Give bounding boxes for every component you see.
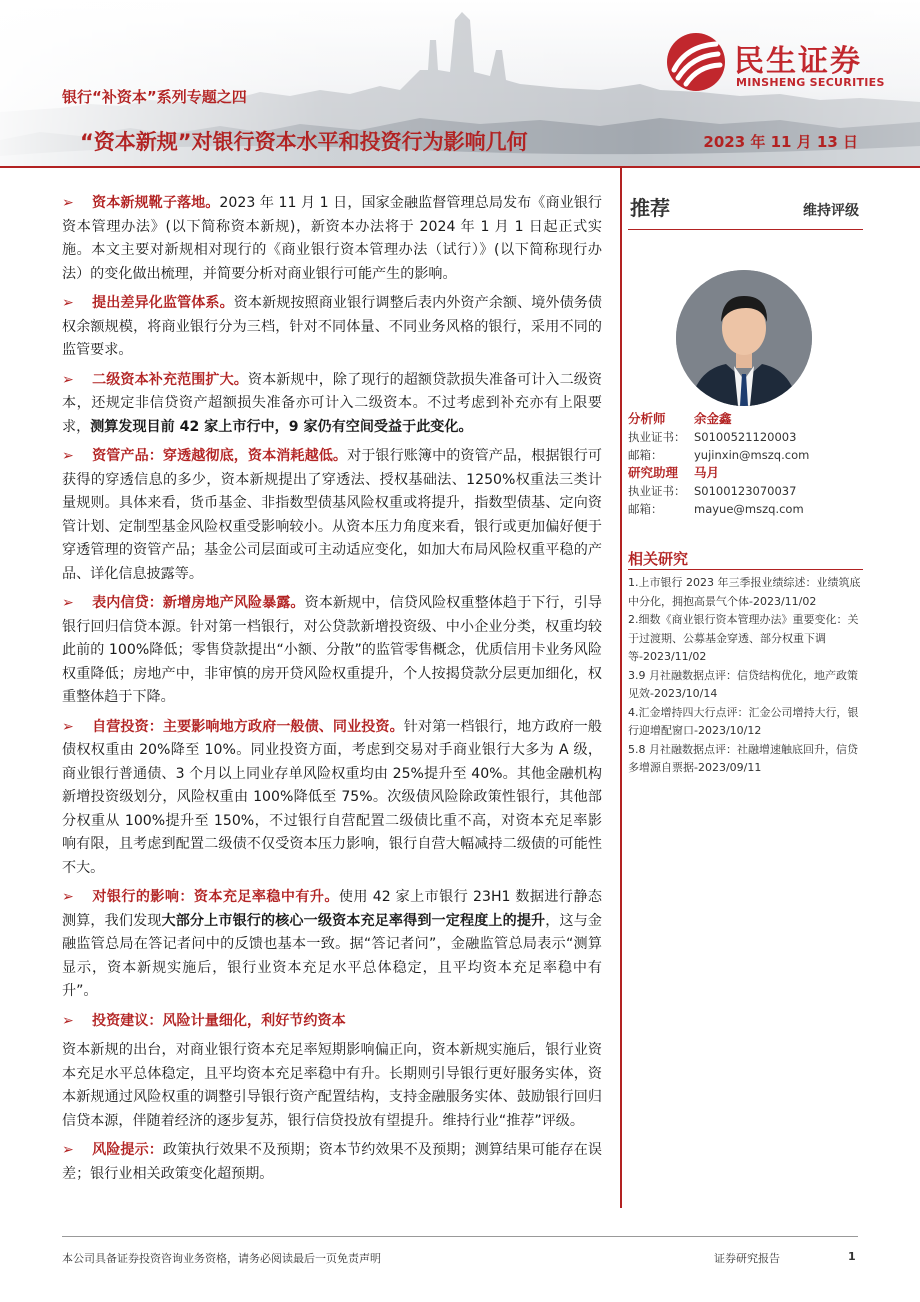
logo-english-name: MINSHENG SECURITIES <box>736 76 885 89</box>
point-text: 政策执行效果不及预期；资本节约效果不及预期；测算结果可能存在误差；银行业相关政策变化超预期。 <box>62 1142 602 1182</box>
report-title: “资本新规”对银行资本水平和投资行为影响几何 <box>80 130 528 154</box>
summary-point-7 <box>62 886 602 1004</box>
point-text: 使用 42 家上市银行 23H1 数据进行静态测算，我们发现 <box>62 889 602 929</box>
analyst-info <box>628 410 863 518</box>
point-emphasis: 测算发现目前 42 家上市行中，9 家仍有空间受益于此变化。 <box>90 418 473 435</box>
bullet-arrow-icon: ➢ <box>62 195 74 211</box>
rating-box <box>628 190 863 230</box>
point-text: 资本新规按照商业银行调整后表内外资产余额、境外债务债权余额规模，将商业银行分为三档，针对不同体量、不同业务风格的银行，采用不同的监管要求。 <box>62 295 603 358</box>
point-heading: 风险提示： <box>92 1142 163 1158</box>
analyst-row <box>628 410 863 428</box>
bullet-arrow-icon: ➢ <box>62 595 74 611</box>
point-heading: 提出差异化监管体系。 <box>92 295 234 311</box>
summary-point-2 <box>62 292 602 363</box>
email-label: 邮箱： <box>628 502 663 516</box>
analyst-email[interactable]: yujinxin@mszq.com <box>694 448 810 462</box>
analyst-cert: S0100521120003 <box>694 430 797 444</box>
analyst-photo <box>676 270 812 406</box>
summary-point-5 <box>62 592 602 710</box>
assistant-row <box>628 464 863 482</box>
research-item[interactable]: 5.8 月社融数据点评：社融增速触底回升，信贷多增源自票据-2023/09/11 <box>628 742 858 774</box>
summary-point-3 <box>62 369 602 440</box>
company-logo <box>666 32 896 96</box>
email-label: 邮箱： <box>628 448 663 462</box>
bullet-arrow-icon: ➢ <box>62 889 74 905</box>
point-heading: 投资建议：风险计量细化，利好节约资本 <box>92 1012 346 1029</box>
investment-advice-text <box>62 1039 602 1133</box>
header-divider <box>0 166 920 168</box>
point-text: 资本新规中，除了现行的超额贷款损失准备可计入二级资本，还规定非信贷资产超额损失准备亦可计入二级资本。不过考虑到补充亦有上限要求， <box>62 371 602 435</box>
footer-divider <box>62 1236 858 1237</box>
summary-point-6 <box>62 716 602 881</box>
advice-text: 资本新规的出台，对商业银行资本充足率短期影响偏正向，资本新规实施后，银行业资本充足水平总体稳定，且平均资本充足率稳中有升。长期则引导银行更好服务实体，资本新规通过风险权重的调整引导银行资产配置结构，支持金融服务实体、鼓励银行回归信贷本源，伴随着经济的逐步复苏，银行信贷投放有望提升。 <box>62 1042 602 1129</box>
assistant-email[interactable]: mayue@mszq.com <box>694 502 804 516</box>
risk-warning <box>62 1139 602 1186</box>
minsheng-logo-icon <box>666 32 726 92</box>
point-text: 对于银行账簿中的资管产品，根据银行可获得的穿透信息的多少，资本新规提出了穿透法、授权基础法、1250%权重法三类计量规则。具体来看，货币基金、非指数型债基风险权重或将提升，指数型债基、定向资管计划、定制型基金风险权重受影响较小。从资本压力角度来看，银行或更加偏好便于穿透管理的资管产品；基金公司层面或可主动适应变化，如加大布局风险权重平稳的产品、详化信息披露等。 <box>62 448 603 582</box>
analyst-name: 余金鑫 <box>694 411 732 426</box>
point-emphasis: 大部分上市银行的核心一级资本充足率得到一定程度上的提升 <box>161 912 546 929</box>
analyst-email-row <box>628 446 863 464</box>
footer-doc-type: 证券研究报告 <box>714 1252 780 1265</box>
summary-point-8 <box>62 1010 602 1034</box>
sidebar <box>628 190 863 774</box>
point-text: 2023 年 11 月 1 日，国家金融监督管理总局发布《商业银行资本管理办法》(以下简称资本新规)，新资本办法将于 2024 年 1 月 1 日起正式实施。本文主要对新规相对现行的《商业银行资本管理办法（试行）》(以下简称现行办法）的变化做出梳理，并简要分析对商业银行可能产生的影响。 <box>62 195 602 282</box>
point-text: 针对第一档银行，地方政府一般债权权重由 20%降至 10%。同业投资方面，考虑到交易对手商业银行大多为 A 级，商业银行普通债、3 个月以上同业存单风险权重均由 25%提升至 40%。其他金融机构新增投资级划分，风险权重由 100%降低至 75%。次级债风险除政策性银行，其他部分权重从 100%提升至 150%，不过银行自营配置二级债比重不高，对资本充足率影响有限，且考虑到配置二级债不仅受资本压力影响，银行自营大幅减持二级债的可能性不大。 <box>62 718 603 876</box>
rating-value: 推荐 <box>630 196 670 220</box>
point-text: 资本新规中，信贷风险权重整体趋于下行，引导银行回归信贷本源。针对第一档银行，对公贷款新增投资级、中小企业分类，权重均较此前的 100%降低；零售贷款提出“小额、分散”的监管零售概念，优质信用卡业务风险权重降低；房地产中，非审慎的房开贷风险权重提升，个人按揭贷款分层更加细化，权重整体趋于下降。 <box>62 595 603 705</box>
point-heading: 二级资本补充范围扩大。 <box>92 371 248 388</box>
report-date: 2023 年 11 月 13 日 <box>703 133 858 151</box>
bullet-arrow-icon: ➢ <box>62 1142 74 1158</box>
point-heading: 对银行的影响：资本充足率稳中有升。 <box>92 889 339 905</box>
footer-disclaimer: 本公司具备证券投资咨询业务资格，请务必阅读最后一页免责声明 <box>62 1252 381 1265</box>
bullet-arrow-icon: ➢ <box>62 1012 74 1029</box>
bullet-arrow-icon: ➢ <box>62 371 74 388</box>
assistant-email-row <box>628 500 863 518</box>
related-research-list <box>628 574 863 778</box>
point-text-continued: ，这与金融监管总局在答记者问中的反馈也基本一致。据“答记者问”，金融监管总局表示“测算显示，资本新规实施后，银行业资本充足水平总体稳定，且平均资本充足率稳中有升”。 <box>62 912 603 999</box>
research-item[interactable]: 4.汇金增持四大行点评：汇金公司增持大行，银行迎增配窗口-2023/10/12 <box>628 705 859 737</box>
point-heading: 资本新规靴子落地。 <box>92 195 220 211</box>
assistant-label: 研究助理 <box>628 465 679 480</box>
summary-point-4 <box>62 445 602 586</box>
research-item[interactable]: 1.上市银行 2023 年三季报业绩综述：业绩筑底中分化，拥抱高景气个体-2023/11/02 <box>628 576 861 608</box>
point-heading: 表内信贷：新增房地产风险暴露。 <box>92 595 305 611</box>
cert-label: 执业证书： <box>628 430 686 444</box>
related-research-heading: 相关研究 <box>628 548 863 570</box>
assistant-cert-row <box>628 482 863 500</box>
summary-point-1 <box>62 192 602 286</box>
analyst-label: 分析师 <box>628 411 666 426</box>
assistant-name: 马月 <box>694 465 720 480</box>
bullet-arrow-icon: ➢ <box>62 718 74 735</box>
cert-label: 执业证书： <box>628 484 686 498</box>
column-divider <box>620 168 622 1208</box>
bullet-arrow-icon: ➢ <box>62 295 74 311</box>
series-label: 银行“补资本”系列专题之四 <box>62 88 247 106</box>
bullet-arrow-icon: ➢ <box>62 448 74 464</box>
rating-action: 维持评级 <box>803 203 859 219</box>
logo-chinese-name: 民生证券 <box>734 44 862 79</box>
point-heading: 自营投资：主要影响地方政府一般债、同业投资。 <box>92 718 404 735</box>
rating-statement: 维持行业“推荐”评级。 <box>442 1112 584 1129</box>
assistant-cert: S0100123070037 <box>694 484 797 498</box>
analyst-cert-row <box>628 428 863 446</box>
research-item[interactable]: 2.细数《商业银行资本管理办法》重要变化：关于过渡期、公募基金穿透、部分权重下调等-2023/11/02 <box>628 613 859 663</box>
research-item[interactable]: 3.9 月社融数据点评：信贷结构优化，地产政策见效-2023/10/14 <box>628 668 858 700</box>
point-heading: 资管产品：穿透越彻底，资本消耗越低。 <box>92 448 348 464</box>
analyst-portrait-icon <box>676 270 812 406</box>
page-number: 1 <box>848 1250 856 1263</box>
report-body <box>62 192 602 1192</box>
report-header <box>0 0 920 168</box>
